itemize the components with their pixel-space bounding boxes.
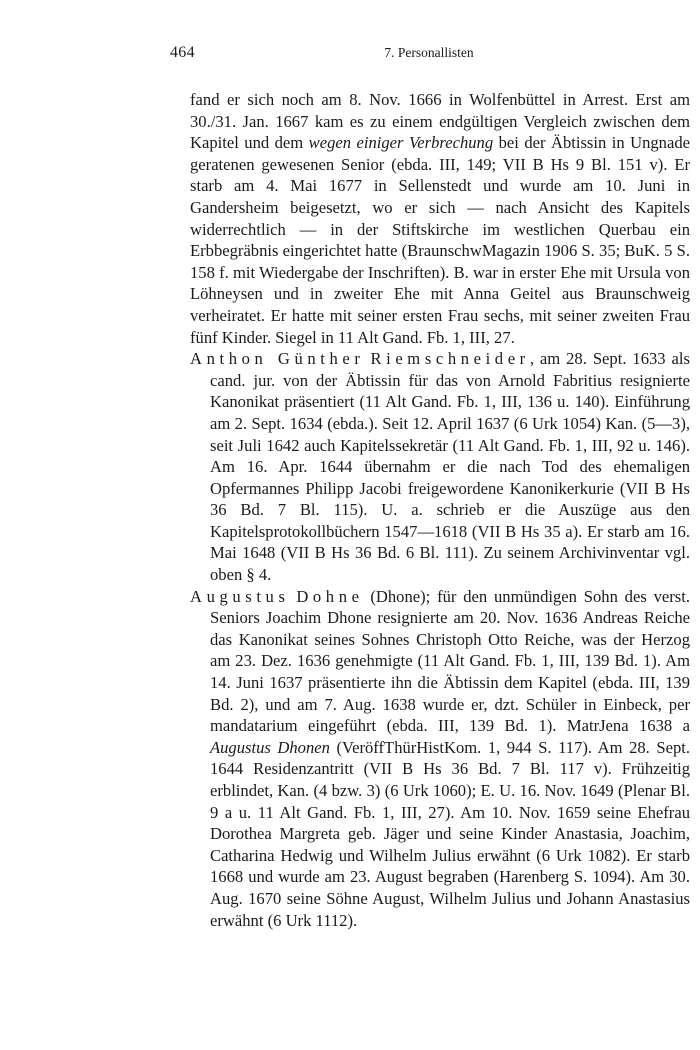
entry-dohne [190, 586, 690, 932]
text-run: , am 28. Sept. 1633 als cand. jur. von der Äbtissin für das von Arnold Fabritius resignierte Kanonikat präsentiert (11 Alt Gand. Fb. 1, III, 136 u. 140). Einführung am 2. Sept. 1634 (ebda.). Seit 12. April 1637 (6 Urk 1054) Kan. (5—3), seit Juli 1642 auch Kapitelssekretär (11 Alt Gand. Fb. 1, III, 92 u. 146). Am 16. Apr. 1644 übernahm er die nach Tod des ehemaligen Opfermannes Philipp Jacobi freigewordene Kanonikerkurie (VII B Hs 36 Bd. 7 Bl. 115). U. a. schrieb er die Auszüge aus den Kapitelsprotokollbüchern 1547—1618 (VII B Hs 35 a). Er starb am 16. Mai 1648 (VII B Hs 36 Bd. 6 Bl. 111). Zu seinem Archivinventar vgl. oben § 4. [210, 349, 690, 585]
italic-quote: Augustus Dhonen [210, 737, 330, 757]
page-number: 464 [170, 44, 195, 61]
text-run: (Dhone); für den unmündigen Sohn des verst. Seniors Joachim Dhone resignierte am 20. Nov. 1636 Andreas Reiche das Kanonikat seines Sohnes Christoph Otto Reiche, was der Herzog am 23. Dez. 1636 genehmigte (11 Alt Gand. Fb. 1, III, 139 Bd. 1). Am 14. Juni 1637 präsentierte ihn die Äbtissin dem Kapitel (ebda. III, 139 Bd. 2), und am 7. Aug. 1638 wurde er, dzt. Schüler in Einbeck, per mandatarium eingeführt (ebda. III, 139 Bd. 1). MatrJena 1638 a [210, 586, 690, 736]
person-name: Dohne [296, 586, 364, 606]
text-run: bei der Äbtissin in Ungnade geratenen gewesenen Senior (ebda. III, 149; VII B Hs 9 Bl. 151 v). Er starb am 4. Mai 1677 in Sellenstedt und wurde am 10. Juni in Gandersheim beigesetzt, wo er sich — nach Ansicht des Kapitels widerrechtlich — in der Stiftskirche im westlichen Querbau ein Erbbegräbnis eingerichtet hatte (BraunschwMagazin 1906 S. 35; BuK. 5 S. 158 f. mit Wiedergabe der Inschriften). B. war in erster Ehe mit Ursula von Löhneysen und in zweiter Ehe mit Anna Geitel aus Braunschweig verheiratet. Er hatte mit seiner ersten Frau sechs, mit seiner zweiten Frau fünf Kinder. Siegel in 11 Alt Gand. Fb. 1, III, 27. [190, 133, 690, 347]
text-run: fand er sich noch am 8. Nov. 1666 in Wolfenbüttel in Arrest. Erst am 30./31. Jan. 1667 kam es zu einem endgültigen Vergleich zwischen dem Kapitel und dem [190, 90, 690, 153]
text-run: (VeröffThürHistKom. 1, 944 S. 117). Am 28. Sept. 1644 Residenzantritt (VII B Hs 36 Bd. 7 Bl. 117 v). Frühzeitig erblindet, Kan. (4 bzw. 3) (6 Urk 1060); E. U. 16. Nov. 1649 (Plenar Bl. 9 a u. 11 Alt Gand. Fb. 1, III, 27). Am 10. Nov. 1659 seine Ehefrau Dorothea Margreta geb. Jäger und seine Kinder Anastasia, Joachim, Catharina Hedwig und Wilhelm Julius erwähnt (6 Urk 1082). Er starb 1668 und wurde am 23. August begraben (Harenberg S. 1094). Am 30. Aug. 1670 seine Söhne August, Wilhelm Julius und Johann Anastasius erwähnt (6 Urk 1112). [210, 737, 690, 930]
body-text [190, 89, 690, 931]
person-name: Anthon Günther [190, 349, 365, 369]
italic-quote: wegen einiger Verbrechung [308, 133, 494, 153]
person-name: Augustus [190, 586, 290, 606]
entry-continuation [190, 89, 690, 348]
person-name: Riemschneider [370, 349, 530, 369]
entry-riemschneider [190, 348, 690, 586]
section-title: 7. Personallisten [384, 45, 474, 60]
running-head [170, 44, 688, 64]
